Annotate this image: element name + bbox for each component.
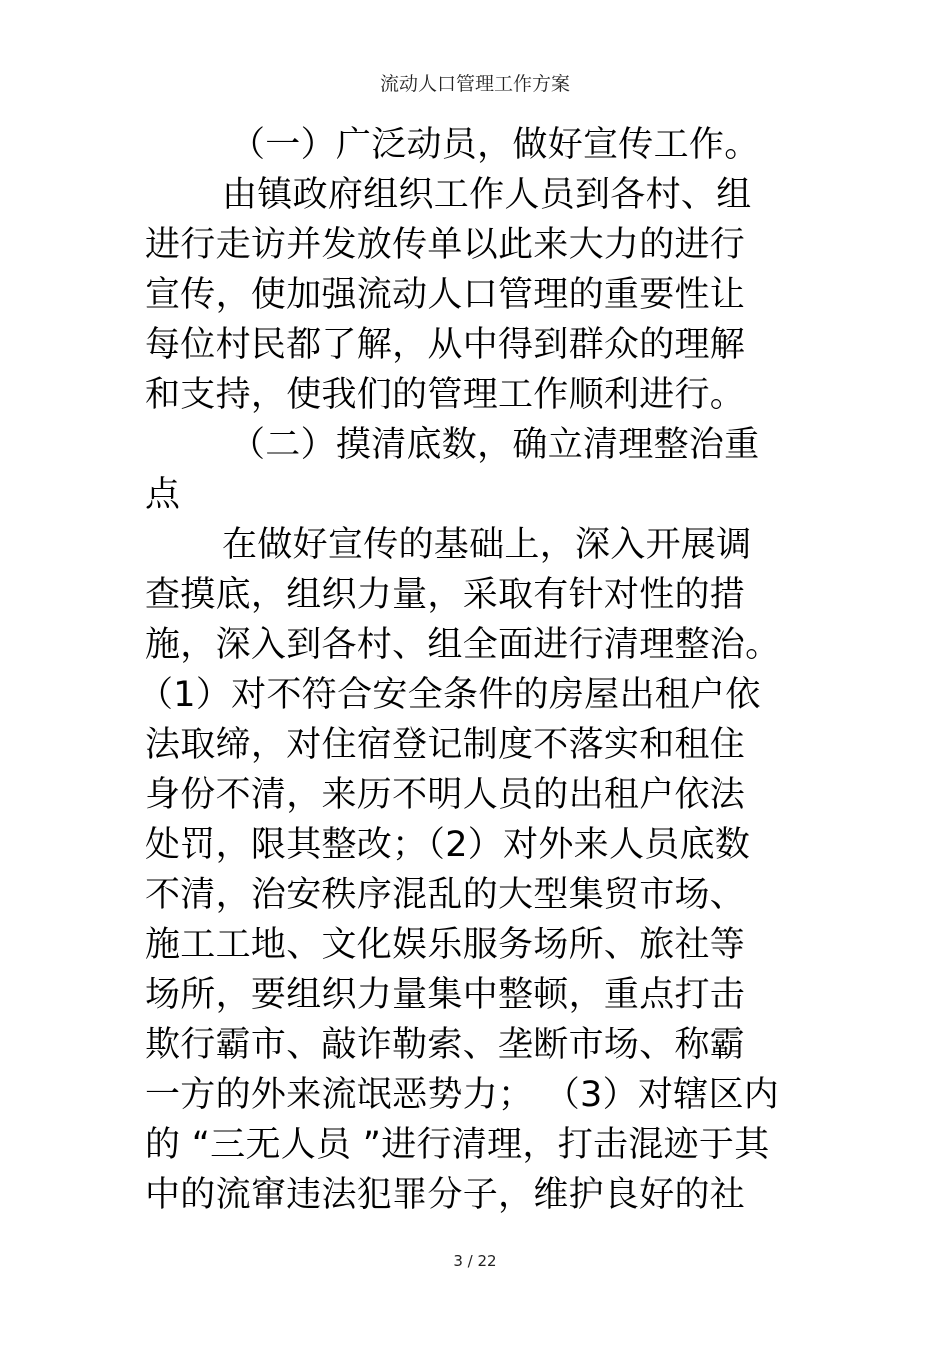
document-header-title: 流动人口管理工作方案 — [379, 73, 570, 95]
paragraph-line: 每位村民都了解，从中得到群众的理解 — [145, 325, 746, 365]
paragraph-line: 身份不清，来历不明人员的出租户依法 — [145, 775, 746, 815]
paragraph-line: 的 “三无人员 ”进行清理，打击混迹于其 — [145, 1125, 770, 1165]
paragraph-line: 法取缔，对住宿登记制度不落实和租住 — [145, 725, 746, 765]
paragraph-line: 施，深入到各村、组全面进行清理整治。 — [145, 625, 781, 665]
paragraph-line: 施工工地、文化娱乐服务场所、旅社等 — [145, 925, 746, 965]
paragraph-line: 和支持，使我们的管理工作顺利进行。 — [145, 375, 746, 415]
paragraph-line: 欺行霸市、敲诈勒索、垄断市场、称霸 — [145, 1025, 746, 1065]
section-heading-2-continued: 点 — [145, 475, 181, 515]
page-number: 3 / 22 — [453, 1252, 497, 1270]
paragraph-line: 场所，要组织力量集中整顿，重点打击 — [145, 975, 746, 1015]
paragraph-line: 由镇政府组织工作人员到各村、组 — [222, 175, 752, 215]
paragraph-line: 一方的外来流氓恶势力； （3）对辖区内 — [145, 1075, 780, 1115]
section-heading-2: （二）摸清底数，确立清理整治重 — [230, 425, 760, 465]
paragraph-line: （1）对不符合安全条件的房屋出租户依 — [138, 675, 761, 715]
paragraph-line: 进行走访并发放传单以此来大力的进行 — [145, 225, 746, 265]
paragraph-line: 在做好宣传的基础上，深入开展调 — [222, 525, 752, 565]
paragraph-line: 宣传，使加强流动人口管理的重要性让 — [145, 275, 746, 315]
paragraph-line: 查摸底，组织力量，采取有针对性的措 — [145, 575, 746, 615]
paragraph-line: 不清，治安秩序混乱的大型集贸市场、 — [145, 875, 746, 915]
section-heading-1: （一）广泛动员，做好宣传工作。 — [230, 125, 760, 165]
paragraph-line: 中的流窜违法犯罪分子，维护良好的社 — [145, 1175, 746, 1215]
paragraph-line: 处罚，限其整改；（2）对外来人员底数 — [145, 825, 751, 865]
